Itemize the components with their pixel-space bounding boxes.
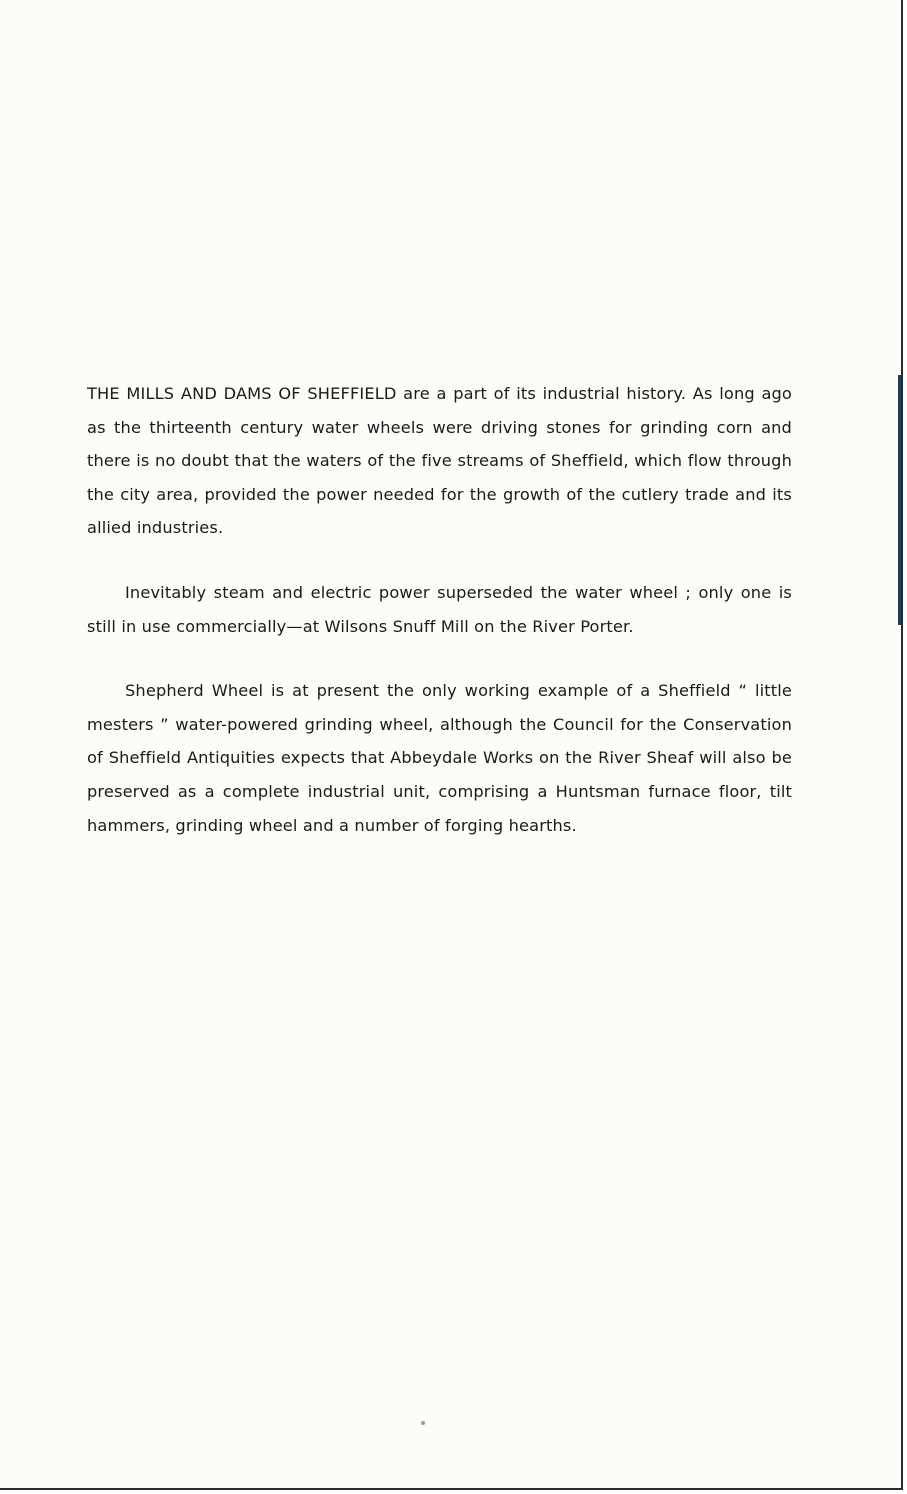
page-edge-mark <box>898 375 901 625</box>
paper-speck <box>421 1421 425 1425</box>
body-text <box>87 377 792 842</box>
paragraph-steam-power: Inevitably steam and electric power superseded the water wheel ; only one is still in use commercially—at Wilsons Snuff Mill on the River Porter. <box>87 582 792 636</box>
paragraph-intro: THE MILLS AND DAMS OF SHEFFIELD are a part of its industrial history. As long ago as the thirteenth century water wheels were driving stones for grinding corn and there is no doubt that the waters of the five streams of Sheffield, which flow through the city area, provided the power needed for the growth of the cutlery trade and its allied industries. <box>87 384 792 538</box>
paragraph-shepherd-wheel: Shepherd Wheel is at present the only working example of a Sheffield “ little mesters ” water-powered grinding wheel, although the Council for the Conservation of Sheffield Antiquities expects that Abbeydale Works on the River Sheaf will also be preserved as a complete industrial unit, comprising a Huntsman furnace floor, tilt hammers, grinding wheel and a number of forging hearths. <box>87 681 792 835</box>
